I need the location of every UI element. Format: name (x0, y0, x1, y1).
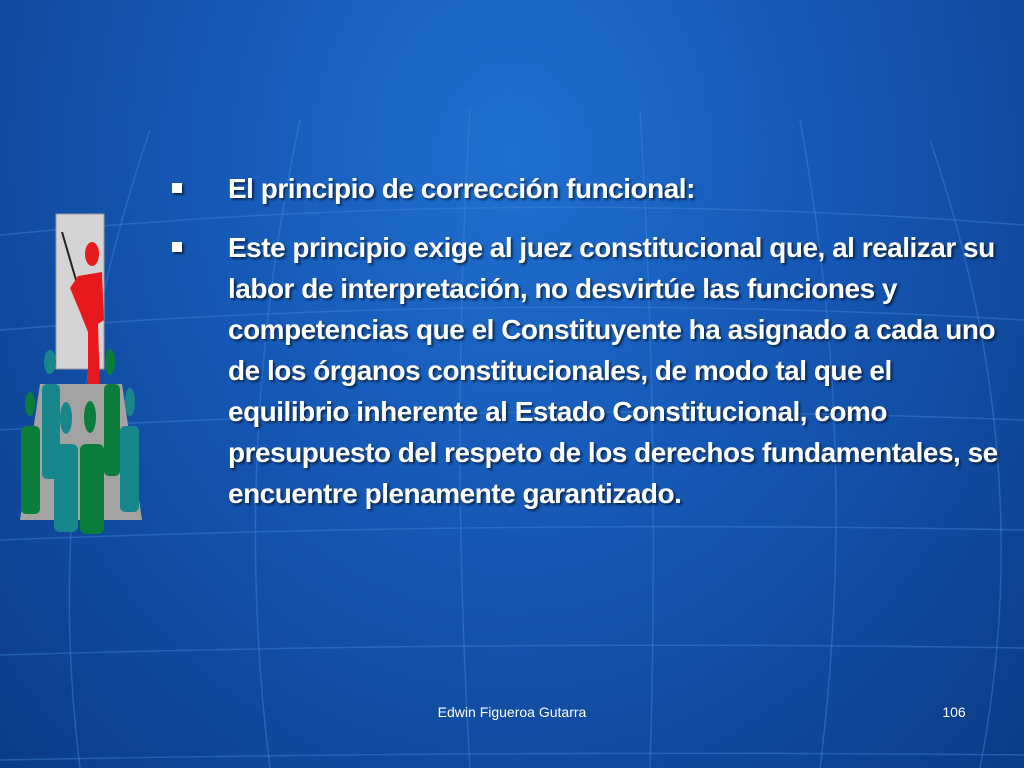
square-bullet-icon (172, 183, 182, 193)
bullet-text: Este principio exige al juez constitucional que, al realizar su labor de interpretación, no desvirtúe las funciones y competencias que el Constituyente ha asignado a cada uno de los órganos constitucionales, de modo tal que el equilibrio inherente al Estado Constitucional, como presupuesto del respeto de los derechos fundamentales, se encuentre plenamente garantizado. (228, 232, 998, 509)
bullet-item-title (168, 168, 998, 209)
bullet-item-body (168, 227, 998, 514)
square-bullet-icon (172, 242, 182, 252)
presenter-audience-icon (18, 212, 144, 537)
footer-author: Edwin Figueroa Gutarra (437, 704, 587, 720)
slide-number: 106 (942, 704, 966, 720)
bullet-list (168, 168, 998, 532)
bullet-text: El principio de corrección funcional: (228, 173, 695, 204)
